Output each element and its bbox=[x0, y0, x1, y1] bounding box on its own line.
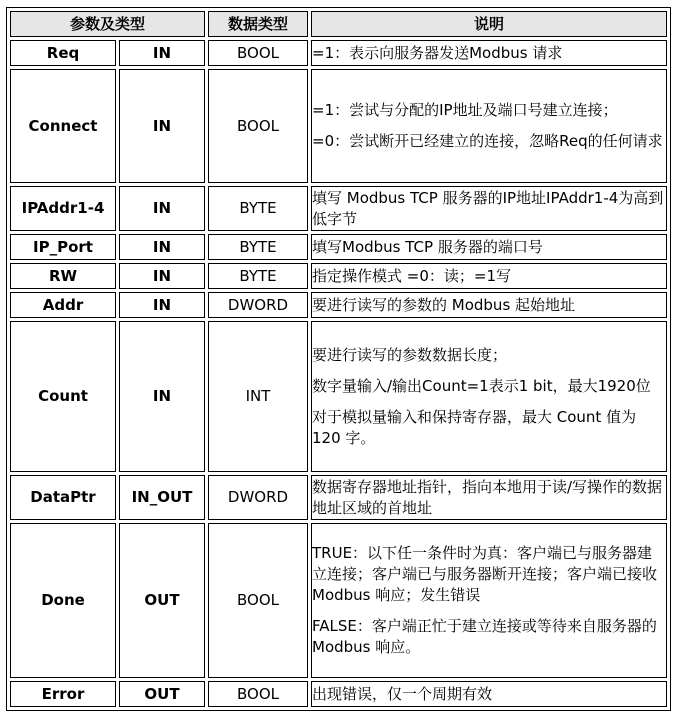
param-desc bbox=[311, 234, 667, 260]
table-row bbox=[10, 292, 667, 318]
param-type: BOOL bbox=[208, 523, 308, 678]
param-direction: IN bbox=[119, 69, 205, 183]
desc-line: 要进行读写的参数数据长度； bbox=[312, 345, 508, 364]
table-row bbox=[10, 40, 667, 66]
param-desc bbox=[311, 263, 667, 289]
param-type: BYTE bbox=[208, 263, 308, 289]
param-direction: OUT bbox=[119, 523, 205, 678]
table-row bbox=[10, 321, 667, 472]
param-name: DataPtr bbox=[10, 475, 116, 520]
param-direction: IN bbox=[119, 292, 205, 318]
param-type: BOOL bbox=[208, 681, 308, 707]
param-type: DWORD bbox=[208, 292, 308, 318]
header-row bbox=[10, 11, 667, 37]
parameter-table bbox=[6, 7, 671, 711]
param-name: Req bbox=[10, 40, 116, 66]
header-param: 参数及类型 bbox=[10, 11, 205, 37]
table-row bbox=[10, 681, 667, 707]
param-type: DWORD bbox=[208, 475, 308, 520]
param-name: Addr bbox=[10, 292, 116, 318]
param-desc bbox=[311, 475, 667, 520]
param-direction: IN bbox=[119, 321, 205, 472]
table-row bbox=[10, 234, 667, 260]
desc-line: 数字量输入/输出Count=1表示1 bit，最大1920位 bbox=[312, 376, 651, 395]
param-direction: IN bbox=[119, 40, 205, 66]
table-row bbox=[10, 186, 667, 231]
desc-line: TRUE：以下任一条件时为真：客户端已与服务器建立连接；客户端已与服务器断开连接；客户端已接收 Modbus 响应；发生错误 bbox=[312, 544, 658, 604]
param-direction: OUT bbox=[119, 681, 205, 707]
param-desc bbox=[311, 681, 667, 707]
table-row bbox=[10, 475, 667, 520]
table-row bbox=[10, 523, 667, 678]
param-direction: IN bbox=[119, 186, 205, 231]
param-desc bbox=[311, 186, 667, 231]
param-type: BOOL bbox=[208, 69, 308, 183]
param-desc bbox=[311, 40, 667, 66]
param-name: IPAddr1-4 bbox=[10, 186, 116, 231]
param-direction: IN bbox=[119, 234, 205, 260]
param-desc bbox=[311, 321, 667, 472]
param-name: RW bbox=[10, 263, 116, 289]
param-name: Connect bbox=[10, 69, 116, 183]
param-type: BOOL bbox=[208, 40, 308, 66]
param-name: Error bbox=[10, 681, 116, 707]
header-type: 数据类型 bbox=[208, 11, 308, 37]
desc-line: 数据寄存器地址指针，指向本地用于读/写操作的数据地址区域的首地址 bbox=[312, 477, 663, 517]
param-type: BYTE bbox=[208, 234, 308, 260]
desc-line: =1：表示向服务器发送Modbus 请求 bbox=[312, 43, 563, 62]
table-row bbox=[10, 69, 667, 183]
param-type: INT bbox=[208, 321, 308, 472]
param-desc bbox=[311, 292, 667, 318]
param-desc bbox=[311, 523, 667, 678]
param-direction: IN_OUT bbox=[119, 475, 205, 520]
table-row bbox=[10, 263, 667, 289]
desc-line: FALSE：客户端正忙于建立连接或等待来自服务器的 Modbus 响应。 bbox=[312, 617, 657, 656]
param-name: Count bbox=[10, 321, 116, 472]
desc-line: 对于模拟量输入和保持寄存器，最大 Count 值为 120 字。 bbox=[312, 407, 637, 447]
desc-line: =1：尝试与分配的IP地址及端口号建立连接； bbox=[312, 101, 618, 119]
param-desc bbox=[311, 69, 667, 183]
param-type: BYTE bbox=[208, 186, 308, 231]
param-name: IP_Port bbox=[10, 234, 116, 260]
desc-line: 要进行读写的参数的 Modbus 起始地址 bbox=[312, 295, 576, 314]
desc-line: 出现错误，仅一个周期有效 bbox=[312, 684, 493, 703]
desc-line: 填写Modbus TCP 服务器的端口号 bbox=[312, 237, 543, 256]
header-desc: 说明 bbox=[311, 11, 667, 37]
desc-line: 填写 Modbus TCP 服务器的IP地址IPAddr1-4为高到低字节 bbox=[312, 188, 664, 228]
desc-line: =0：尝试断开已经建立的连接，忽略Req的任何请求 bbox=[312, 132, 663, 150]
param-direction: IN bbox=[119, 263, 205, 289]
param-name: Done bbox=[10, 523, 116, 678]
desc-line: 指定操作模式 =0：读；=1写 bbox=[312, 266, 511, 285]
